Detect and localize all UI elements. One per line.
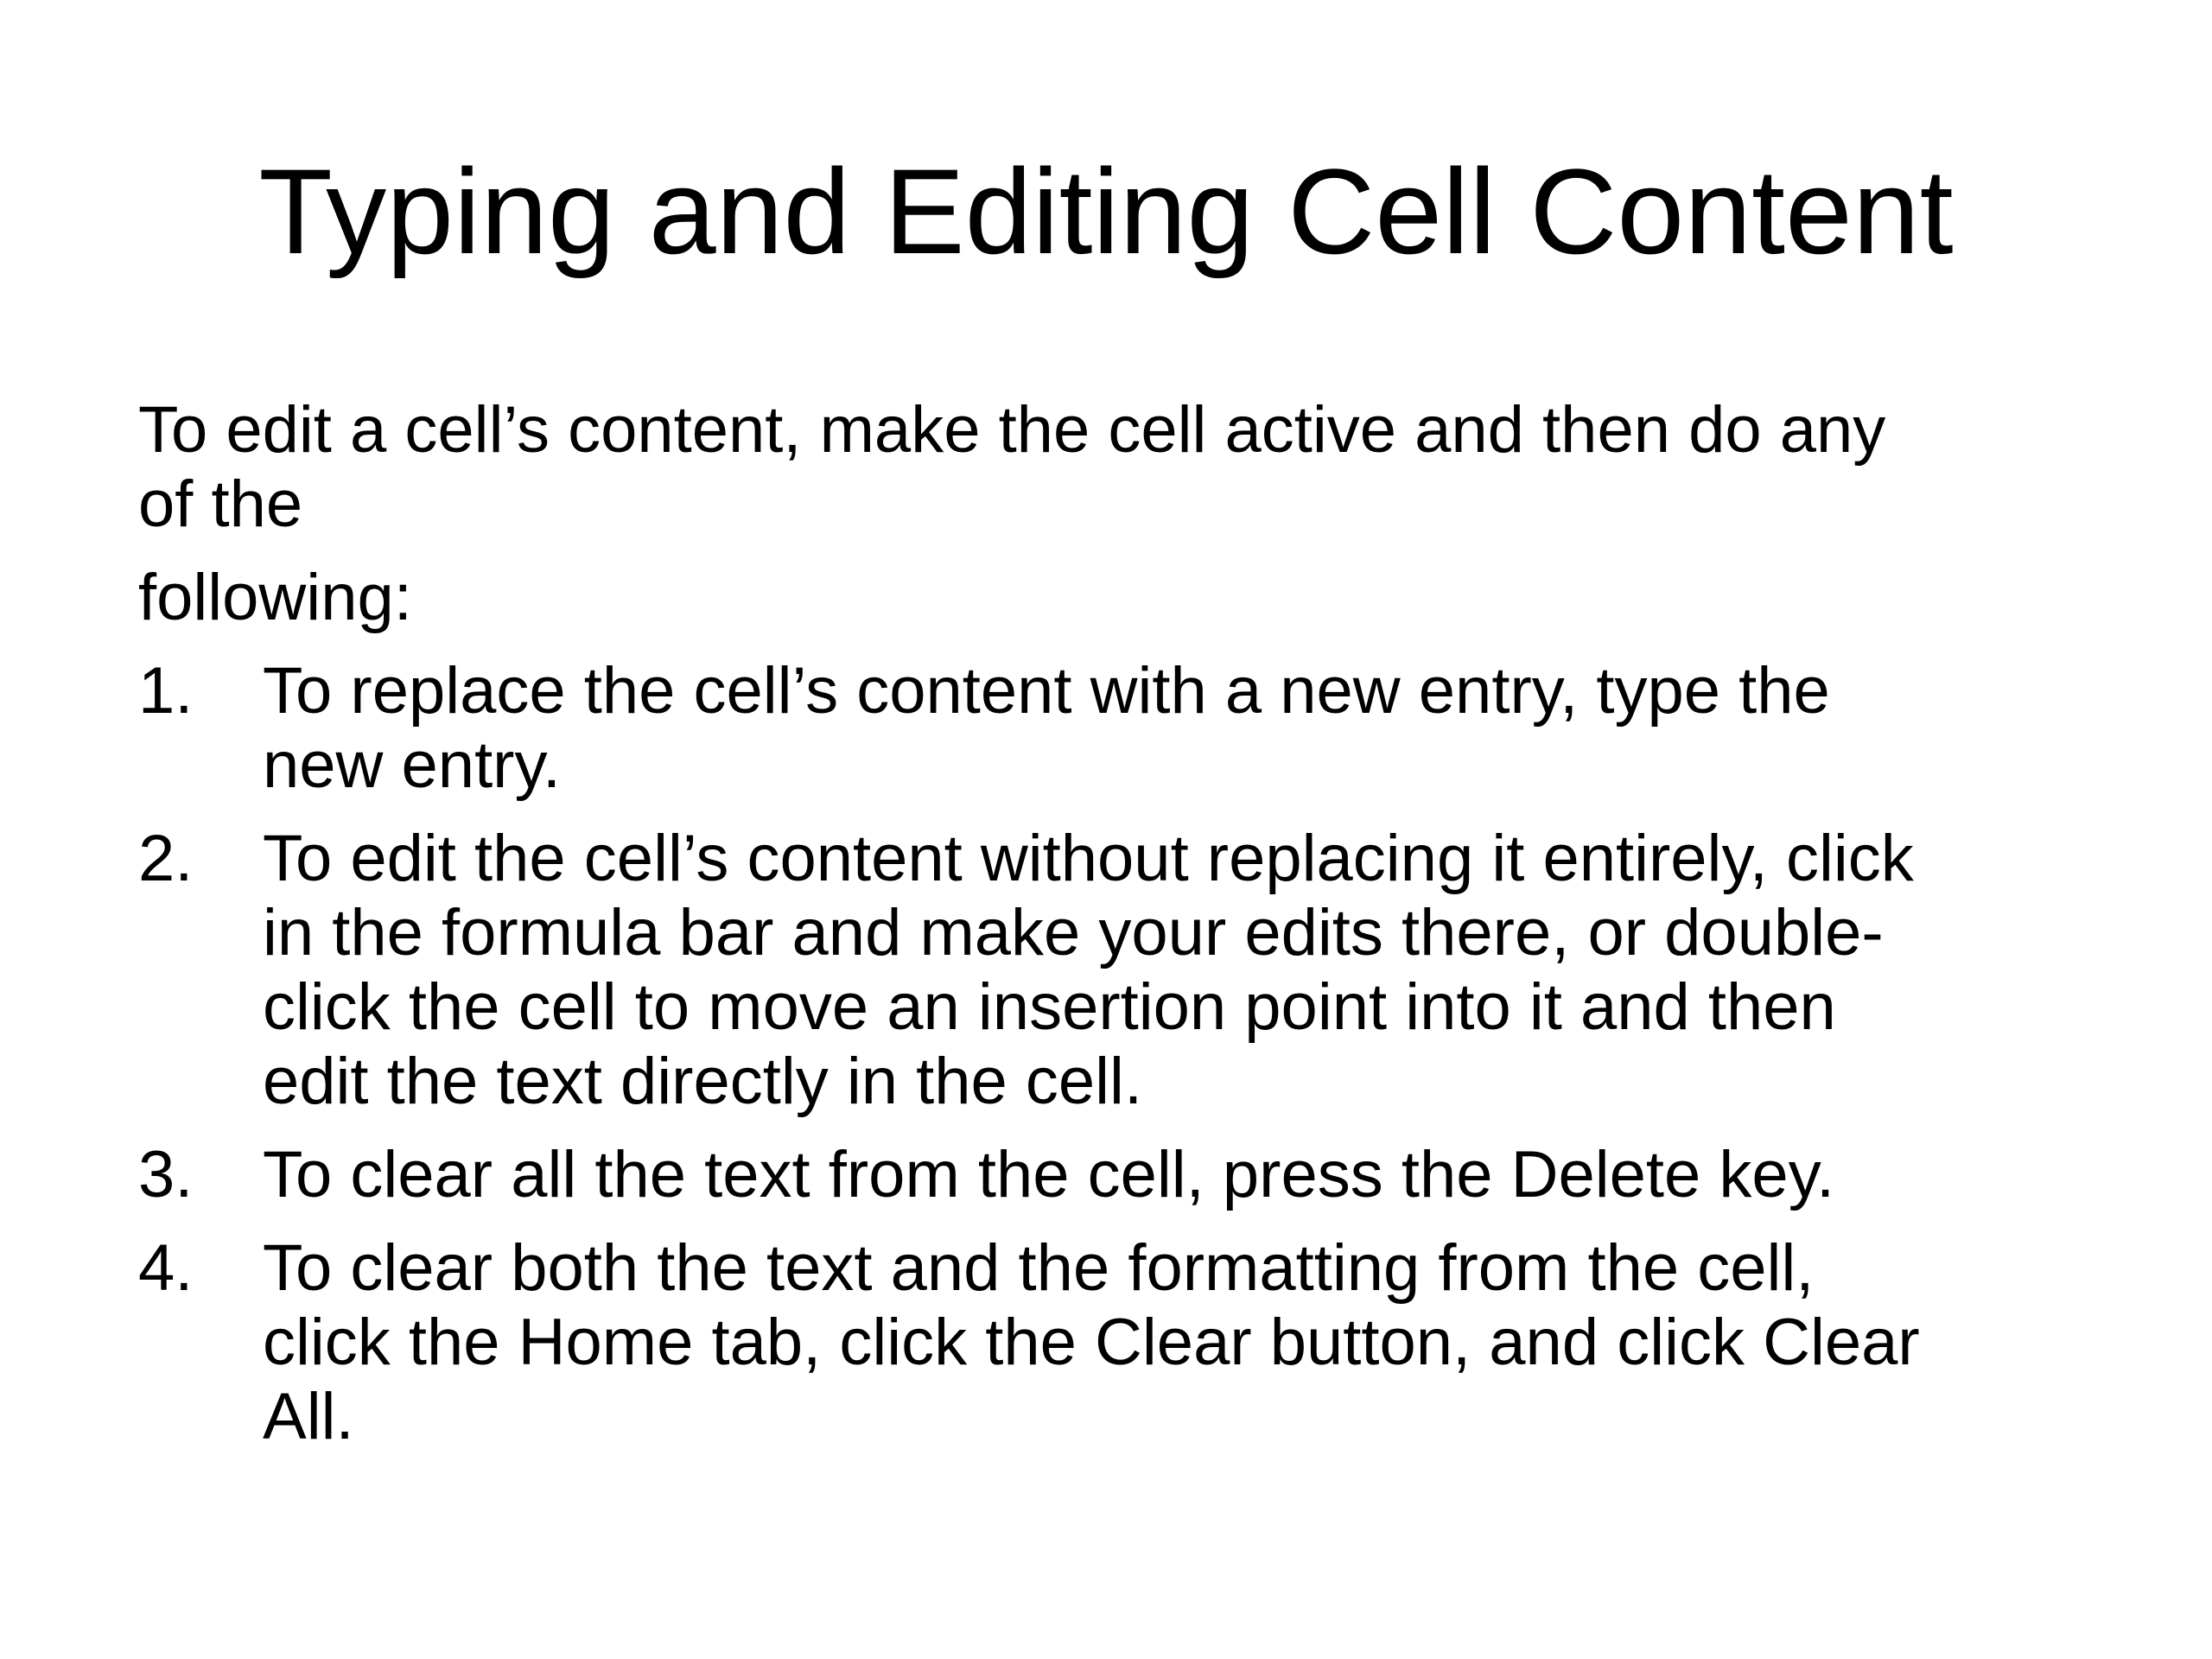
list-item-line: All.: [263, 1380, 354, 1453]
list-item: [138, 1231, 2126, 1454]
list-item-line: click the cell to move an insertion point into it and then: [263, 970, 1836, 1044]
list-item-line: edit the text directly in the cell.: [263, 1045, 1143, 1118]
intro-paragraph: [138, 393, 2126, 635]
numbered-list: [138, 654, 2126, 1454]
list-item-number: 1.: [138, 654, 194, 728]
list-item-line: To clear all the text from the cell, press the Delete key.: [263, 1138, 1835, 1211]
list-item-line: To replace the cell’s content with a new entry, type the: [263, 654, 1830, 728]
list-item: [138, 822, 2126, 1119]
slide-title: Typing and Editing Cell Content: [258, 143, 1954, 279]
list-item: [138, 1138, 2126, 1212]
list-item-line: To edit the cell’s content without replacing it entirely, click: [263, 822, 1914, 895]
list-item-number: 3.: [138, 1138, 194, 1211]
list-item: [138, 654, 2126, 803]
list-item-line: click the Home tab, click the Clear button, and click Clear: [263, 1306, 1920, 1379]
intro-line: To edit a cell’s content, make the cell active and then do any: [138, 393, 1886, 467]
slide-body: [138, 393, 2126, 1473]
list-item-number: 4.: [138, 1231, 194, 1305]
list-item-line: To clear both the text and the formatting from the cell,: [263, 1231, 1815, 1305]
intro-line: of the: [138, 467, 303, 541]
list-item-line: new entry.: [263, 728, 561, 802]
list-item-number: 2.: [138, 822, 194, 895]
intro-line: following:: [138, 561, 412, 634]
list-item-line: in the formula bar and make your edits there, or double-: [263, 896, 1884, 969]
